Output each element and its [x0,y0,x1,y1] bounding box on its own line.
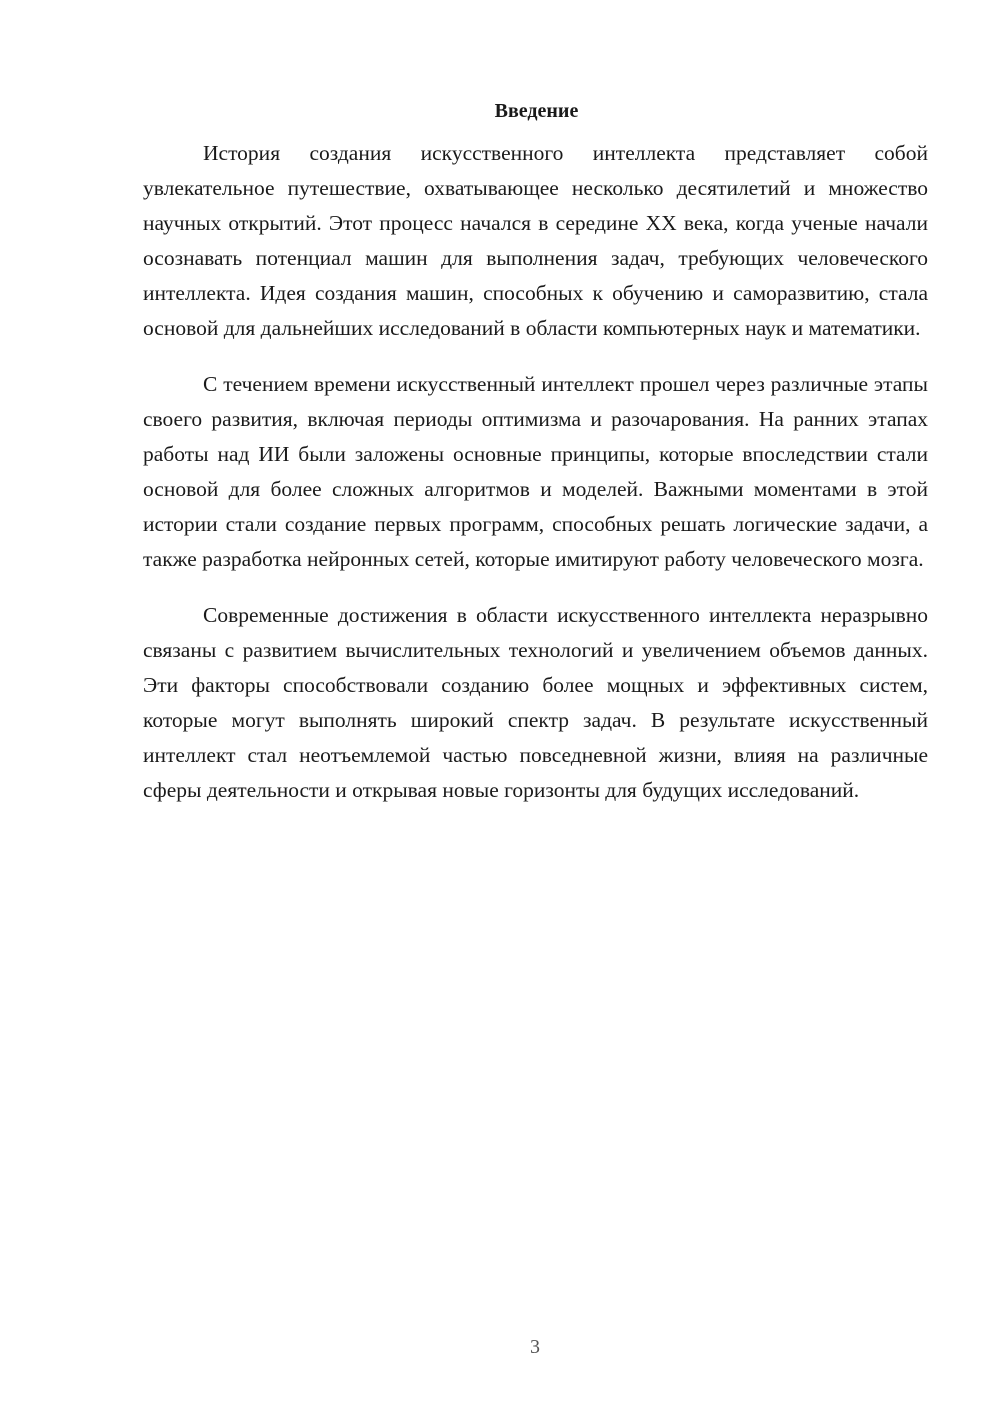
page-number: 3 [530,1336,540,1358]
paragraph-3: Современные достижения в области искусственного интеллекта неразрывно связаны с развитием вычислительных технологий и увеличением объемов данных. Эти факторы способствовали созданию более мощных и эффективных систем, которые могут выполнять широкий спектр задач. В результате искусственный интеллект стал неотъемлемой частью повседневной жизни, влияя на различные сферы деятельности и открывая новые горизонты для будущих исследований. [143,603,928,802]
paragraph-2: С течением времени искусственный интеллект прошел через различные этапы своего развития, включая периоды оптимизма и разочарования. На ранних этапах работы над ИИ были заложены основные принципы, которые впоследствии стали основой для более сложных алгоритмов и моделей. Важными моментами в этой истории стали создание первых программ, способных решать логические задачи, а также разработка нейронных сетей, которые имитируют работу человеческого мозга. [143,372,928,571]
paragraph-1: История создания искусственного интеллекта представляет собой увлекательное путешествие, охватывающее несколько десятилетий и множество научных открытий. Этот процесс начался в середине XX века, когда ученые начали осознавать потенциал машин для выполнения задач, требующих человеческого интеллекта. Идея создания машин, способных к обучению и саморазвитию, стала основой для дальнейших исследований в области компьютерных наук и математики. [143,141,928,340]
page-body [143,96,928,829]
section-title: Введение [494,100,579,122]
